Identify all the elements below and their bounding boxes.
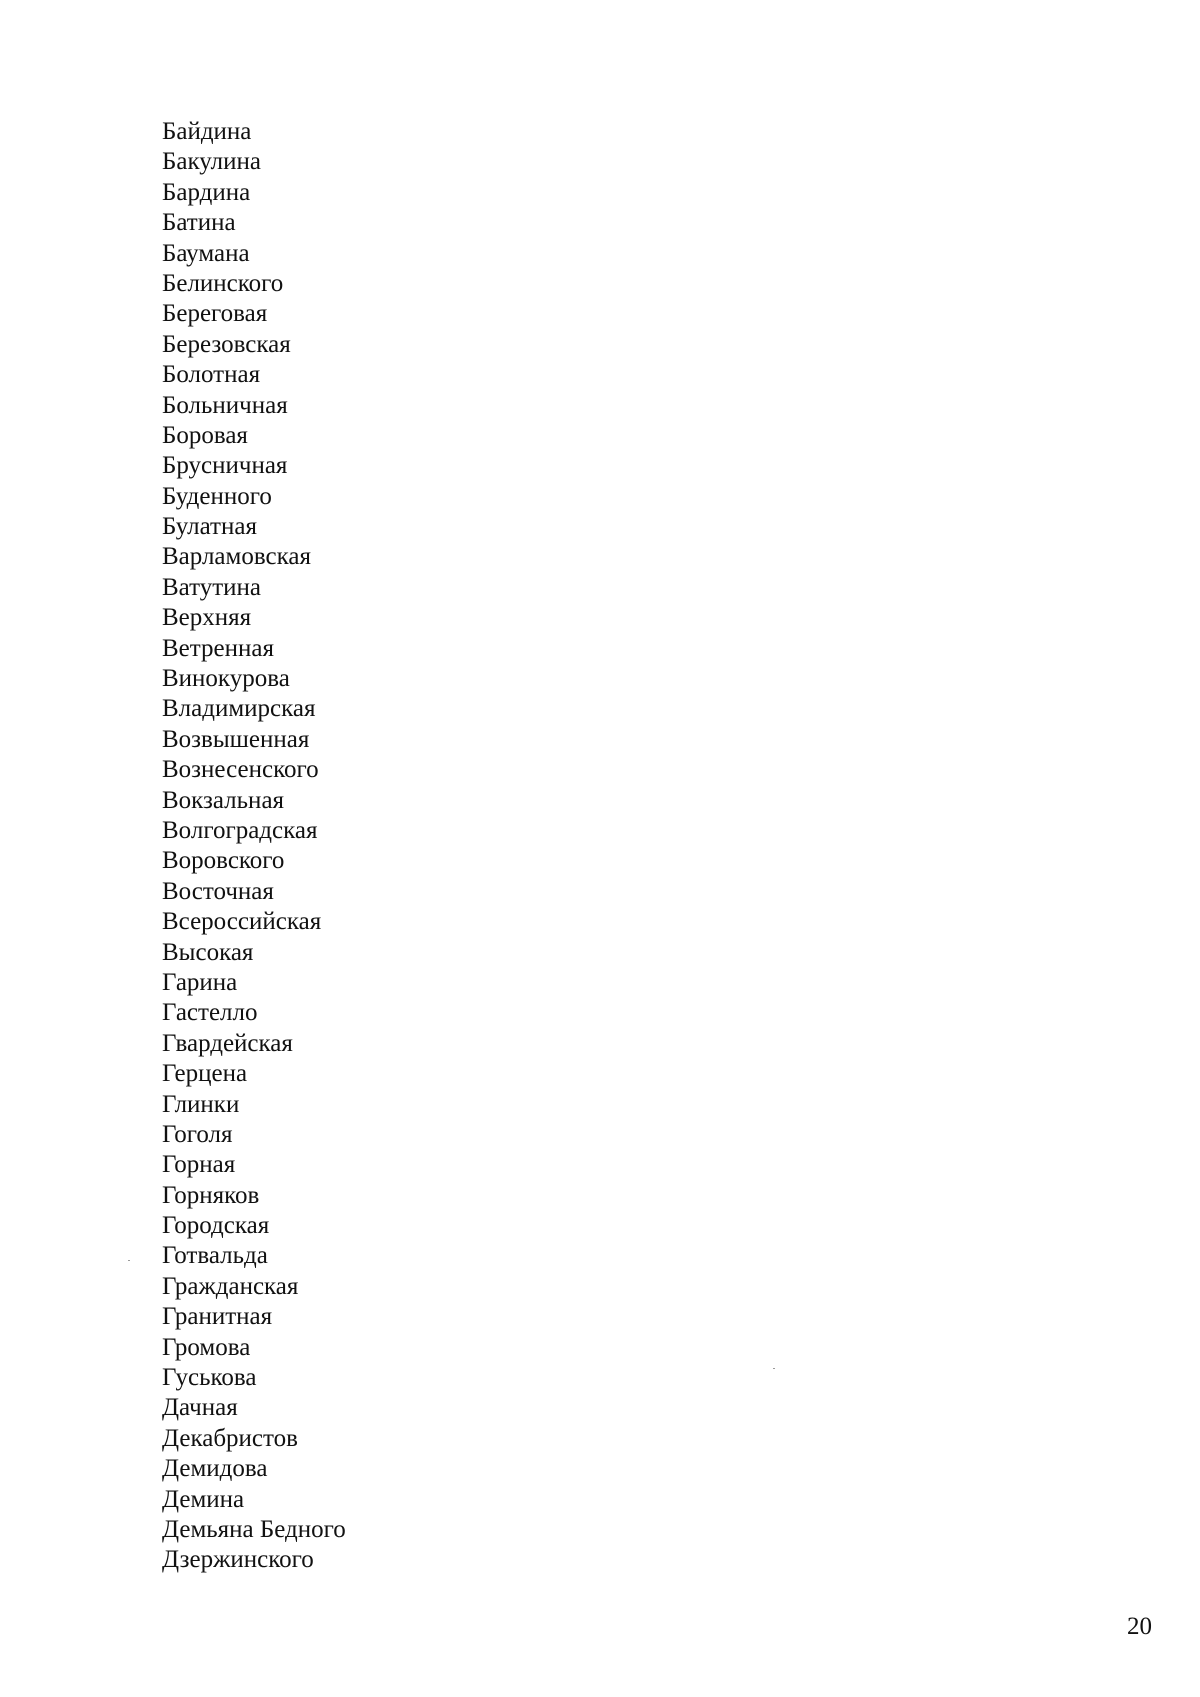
list-item: Герцена <box>162 1060 248 1088</box>
list-item: Боровая <box>162 421 248 449</box>
list-item: Ватутина <box>162 573 261 601</box>
list-item: Баумана <box>162 239 250 267</box>
list-item: Городская <box>162 1212 270 1240</box>
list-item: Восточная <box>162 877 274 905</box>
list-item: Белинского <box>162 269 284 297</box>
list-item: Высокая <box>162 938 254 966</box>
list-item: Варламовская <box>162 543 311 571</box>
scan-speck <box>128 1260 130 1261</box>
list-item: Больничная <box>162 391 288 419</box>
scan-speck <box>773 1368 775 1369</box>
list-item: Березовская <box>162 330 291 358</box>
list-item: Громова <box>162 1333 251 1361</box>
list-item: Готвальда <box>162 1242 268 1270</box>
list-item: Вокзальная <box>162 786 285 814</box>
list-item: Воровского <box>162 847 285 875</box>
list-item: Горная <box>162 1151 236 1179</box>
list-item: Верхняя <box>162 604 252 632</box>
page-number: 20 <box>1127 1613 1152 1640</box>
list-item: Гранитная <box>162 1303 273 1331</box>
list-item: Бардина <box>162 178 251 206</box>
list-item: Дзержинского <box>162 1546 314 1574</box>
list-item: Вознесенского <box>162 756 319 784</box>
list-item: Демина <box>162 1485 245 1513</box>
list-item: Гвардейская <box>162 1029 293 1057</box>
list-item: Гастелло <box>162 999 258 1027</box>
list-item: Демидова <box>162 1455 268 1483</box>
list-item: Всероссийская <box>162 908 322 936</box>
list-item: Декабристов <box>162 1424 298 1452</box>
list-item: Бакулина <box>162 148 261 176</box>
list-item: Возвышенная <box>162 725 310 753</box>
list-item: Горняков <box>162 1181 260 1209</box>
list-item: Гражданская <box>162 1272 299 1300</box>
list-item: Демьяна Бедного <box>162 1515 346 1543</box>
list-item: Глинки <box>162 1090 240 1118</box>
list-item: Владимирская <box>162 695 316 723</box>
street-name-list <box>162 117 346 1576</box>
list-item: Батина <box>162 209 236 237</box>
list-item: Гоголя <box>162 1120 233 1148</box>
list-item: Дачная <box>162 1394 238 1422</box>
list-item: Береговая <box>162 300 268 328</box>
list-item: Болотная <box>162 361 261 389</box>
list-item: Гуськова <box>162 1364 257 1392</box>
list-item: Волгоградская <box>162 816 318 844</box>
list-item: Буденного <box>162 482 272 510</box>
list-item: Брусничная <box>162 452 288 480</box>
list-item: Ветренная <box>162 634 274 662</box>
list-item: Винокурова <box>162 665 290 693</box>
list-item: Булатная <box>162 513 257 541</box>
list-item: Гарина <box>162 968 238 996</box>
list-item: Байдина <box>162 118 252 145</box>
